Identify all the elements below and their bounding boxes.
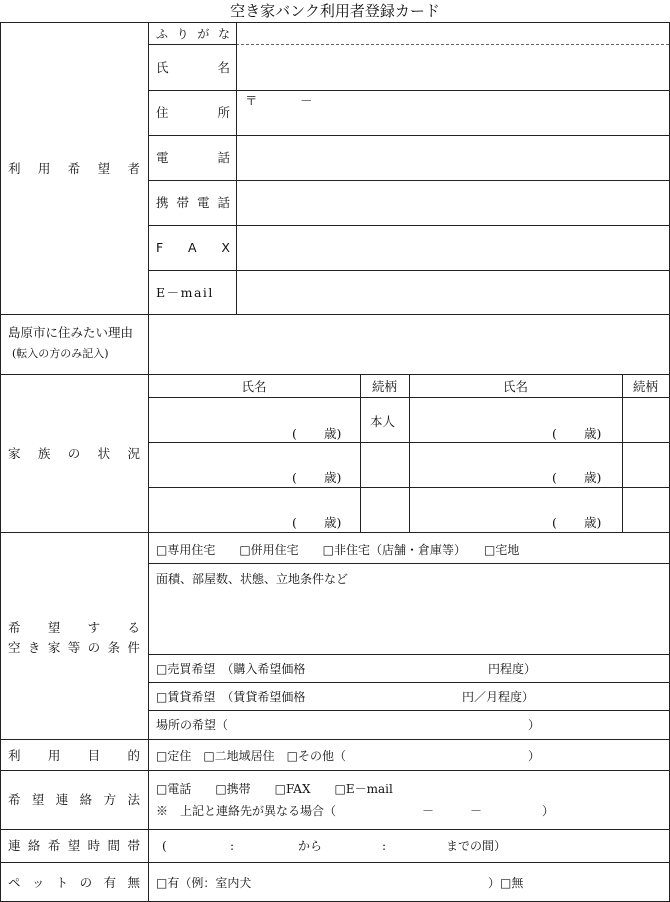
family-section-label: 家 族 の 状 況 [8,446,140,461]
family-col-name-2: 氏名 [502,379,528,394]
age-suffix: 歳) [584,470,602,485]
address-field[interactable] [237,91,669,135]
details-label: 面積、部屋数、状態、立地条件など [156,572,349,586]
time-colon-1: : [230,839,235,853]
reason-label: 島原市に住みたい理由 [8,325,134,340]
mobile-field[interactable] [237,181,669,225]
contact-note-dashes: － － [422,804,483,818]
time-label: 連 絡 希 望 時 間 帯 [8,838,140,853]
conditions-label-line2: 空 き 家 等 の 条 件 [8,640,140,655]
contact-note: ※ 上記と連絡先が異なる場合（ [156,804,337,818]
time-until: までの間） [446,839,507,853]
fax-field[interactable] [237,226,669,270]
age-suffix: 歳) [324,470,342,485]
fax-label: F A X [156,240,230,255]
age-suffix: 歳) [584,515,602,530]
contact-options[interactable]: □電話 □携帯 □FAX □E－mail [156,782,393,796]
mobile-label: 携 帯 電 話 [156,195,230,210]
rent-option[interactable]: □賃貸希望 （賃貸希望価格 [156,690,306,704]
buy-end: 円程度） [488,662,537,676]
time-from: から [298,839,323,853]
contact-note-end: ） [542,804,555,818]
family-col-relation-2: 続柄 [632,379,658,394]
rent-end: 円／月程度） [462,690,535,704]
family-col-name-1: 氏名 [241,379,267,394]
age-suffix: 歳) [324,426,342,441]
name-label: 氏 名 [156,60,230,75]
property-type-options[interactable]: □専用住宅 □併用住宅 □非住宅（店舗・倉庫等） □宅地 [156,543,520,557]
frame-top [0,22,670,23]
purpose-label: 利 用 目 的 [8,748,140,763]
reason-note: (転入の方のみ記入) [12,347,109,360]
purpose-end: ） [528,749,541,763]
time-colon-2: : [382,839,387,853]
form-title: 空き家バンク利用者登録カード [230,2,440,20]
furigana-label: ふ り が な [156,27,230,41]
postal-dash: － [300,93,313,108]
reason-field[interactable] [149,315,669,374]
phone-field[interactable] [237,136,669,180]
name-field[interactable] [237,45,669,90]
purpose-options[interactable]: □定住 □二地域居住 □その他（ [156,749,347,763]
conditions-label-line1: 希 望 す る [8,620,140,635]
place-field[interactable] [240,711,525,739]
age-suffix: 歳) [324,515,342,530]
applicant-section-label: 利 用 希 望 者 [8,161,140,176]
place-label: 場所の希望（ [156,718,229,732]
postal-mark: 〒 [245,93,258,108]
pet-no-option[interactable]: ）□無 [488,876,524,890]
address-label: 住 所 [156,105,230,120]
pet-yes-option[interactable]: □有（例：室内犬 [156,876,252,890]
place-end: ） [528,718,541,732]
contact-label: 希 望 連 絡 方 法 [8,792,140,807]
family-col-relation-1: 続柄 [371,379,397,394]
family-self-relation: 本人 [370,414,396,429]
email-label: E－mail [156,285,214,300]
phone-label: 電 話 [156,150,230,165]
email-field[interactable] [237,271,669,314]
buy-option[interactable]: □売買希望 （購入希望価格 [156,662,306,676]
age-suffix: 歳) [584,426,602,441]
details-field[interactable] [149,590,669,653]
pet-label: ペ ッ ト の 有 無 [8,875,140,890]
time-open: ( [162,839,167,853]
